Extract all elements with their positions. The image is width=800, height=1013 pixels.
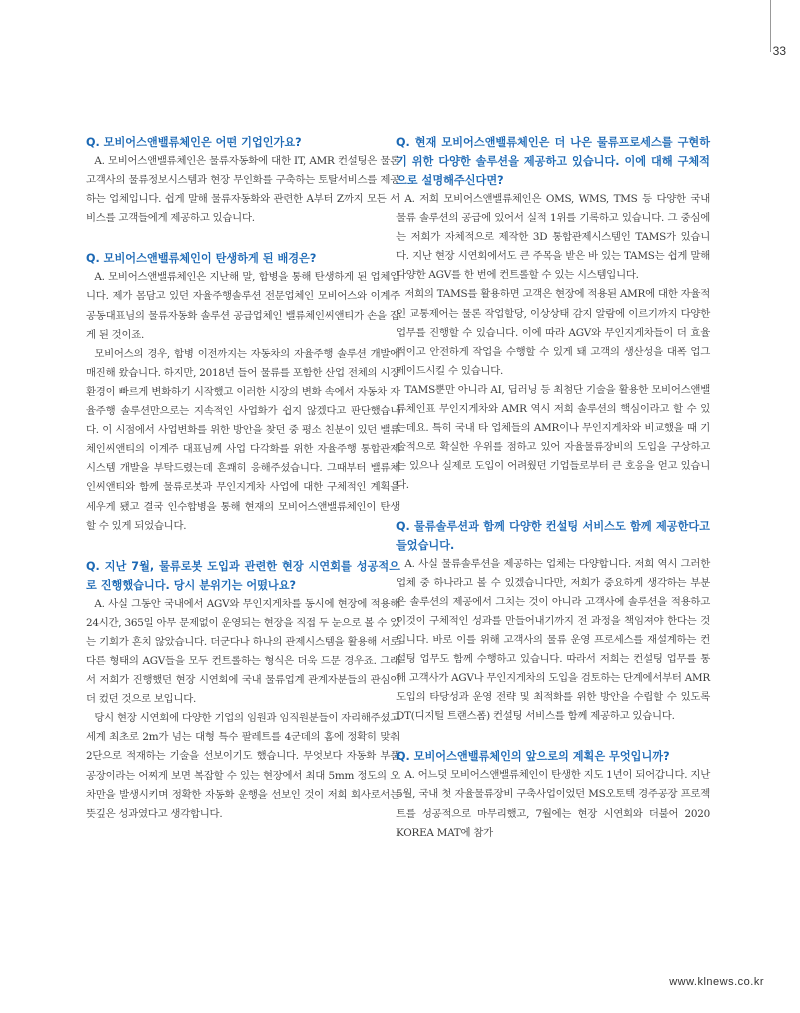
qa-block <box>396 133 710 496</box>
left-column <box>86 133 400 845</box>
answer-paragraph: A. 모비어스앤밸류체인은 지난해 말, 합병을 통해 탄생하게 된 업체입니다. 제가 몸담고 있던 자율주행솔루션 전문업체인 모비어스와 이계주 공동대표님의 물류자동화 솔루션 공급업체인 밸류체인씨앤티가 손을 잡게 된 것이죠. <box>86 271 400 341</box>
question-heading: Q. 모비어스앤밸류체인은 어떤 기업인가요? <box>86 136 302 149</box>
question-heading: Q. 모비어스앤밸류체인이 탄생하게 된 배경은? <box>86 252 317 266</box>
footer-url: www.klnews.co.kr <box>669 976 764 988</box>
answer-paragraph: A. 저희 모비어스앤밸류체인은 OMS, WMS, TMS 등 다양한 국내 물류 솔루션의 공급에 있어서 실적 1위를 기록하고 있습니다. 그 중심에는 저희가 자체적으로 제작한 3D 통합관제시스템인 TAMS가 있습니다. 지난 현장 시연회에서도 큰 주목을 받은 바 있는 TAMS는 쉽게 말해 다양한 AGV를 한 번에 컨트롤할 수 있는 시스템입니다. <box>396 193 710 282</box>
answer-paragraph: 당시 현장 시연회에 다양한 기업의 임원과 임직원분들이 자리해주셨고 세계 최초로 2m가 넘는 대형 특수 팔레트를 4군데의 홈에 정확히 맞춰 2단으로 적재하는 기술을 선보이기도 했습니다. 무엇보다 자동화 부품 공장이라는 어찌게 보면 복잡할 수 있는 현장에서 최대 5mm 정도의 오차만을 발생시키며 정확한 자동화 운행을 선보인 것이 저희 회사로서는 뜻깊은 성과였다고 생각합니다. <box>86 712 400 820</box>
answer-paragraph: A. 사실 물류솔루션을 제공하는 업체는 다양합니다. 저희 역시 그러한 업체 중 하나라고 볼 수 있겠습니다만, 저희가 중요하게 생각하는 부분은 솔루션의 제공에서 그치는 것이 아니라 고객사에 솔루션을 적용하고 이것이 구체적인 성과를 만들어내기까지 전 과정을 책임져야 한다는 것입니다. 바로 이를 위해 고객사의 물류 운영 프로세스를 재설계하는 컨설팅 업무도 함께 수행하고 있습니다. 따라서 저희는 컨설팅 업무를 통해 고객사가 AGV나 무인지게차의 도입을 검토하는 단계에서부터 AMR 도입의 타당성과 운영 전략 및 최적화를 위한 방안을 수립할 수 있도록 DT(디지털 트랜스폼) 컨설팅 서비스를 함께 제공하고 있습니다. <box>396 557 710 723</box>
question-heading: Q. 물류솔루션과 함께 다양한 컨설팅 서비스도 함께 제공한다고 들었습니다. <box>396 519 710 552</box>
page-number: 33 <box>772 44 786 58</box>
qa-block <box>86 249 400 535</box>
answer-paragraph: A. 어느덧 모비어스앤밸류체인이 탄생한 지도 1년이 되어갑니다. 지난 5월, 국내 첫 자율물류장비 구축사업이었던 MS오토텍 경주공장 프로젝트를 성공적으로 마무리했고, 7월에는 현장 시연회와 더불어 2020 KOREA MAT에 참가 <box>396 769 710 839</box>
qa-block <box>86 557 400 824</box>
right-column <box>396 133 710 864</box>
answer-paragraph: A. 모비어스앤밸류체인은 물류자동화에 대한 IT, AMR 컨설팅은 물론 고객사의 물류정보시스템과 현장 무인화를 구축하는 토탈서비스를 제공하는 업체입니다. 쉽게 말해 물류자동화와 관련한 A부터 Z까지 모든 서비스를 고객들에게 제공하고 있습니다. <box>86 155 400 225</box>
question-heading: Q. 모비어스앤밸류체인의 앞으로의 계획은 무엇입니까? <box>396 750 670 764</box>
header-divider <box>770 0 771 52</box>
answer-paragraph: 저희의 TAMS를 활용하면 고객은 현장에 적용된 AMR에 대한 자율적인 교통제어는 물론 작업할당, 이상상태 감지 알람에 이르기까지 다양한 업무를 진행할 수 있습니다. 이에 따라 AGV와 무인지게차들이 더 효율적이고 안전하게 작업을 수행할 수 있게 돼 고객의 생산성을 대폭 업그레이드시킬 수 있습니다. <box>396 288 710 377</box>
qa-block <box>86 133 400 228</box>
answer-paragraph: 모비어스의 경우, 합병 이전까지는 자동차의 자율주행 솔루션 개발에 매진해 왔습니다. 하지만, 2018년 들어 물류를 포함한 산업 전체의 시장 환경이 빠르게 변화하기 시작했고 이러한 시장의 변화 속에서 자동차 자율주행 솔루션만으로는 지속적인 사업화가 쉽지 않겠다고 판단했습니다. 이 시점에서 사업변화를 위한 방안을 찾던 중 평소 친분이 있던 밸류체인씨앤티의 이계주 대표님께 사업 다각화를 위한 자율주행 통합관제시스템 개발을 부탁드렸는데 흔쾌히 응해주셨습니다. 그때부터 밸류체인씨앤티와 함께 물류로봇과 무인지게차 사업에 대한 구체적인 계획을 세우게 됐고 결국 인수합병을 통해 현재의 모비어스앤밸류체인이 탄생할 수 있게 되었습니다. <box>86 347 400 532</box>
question-heading: Q. 현재 모비어스앤밸류체인은 더 나은 물류프로세스를 구현하기 위한 다양한 솔루션을 제공하고 있습니다. 이에 대해 구체적으로 설명해주신다면? <box>396 136 710 187</box>
qa-block <box>396 747 710 842</box>
question-heading: Q. 지난 7월, 물류로봇 도입과 관련한 현장 시연회를 성공적으로 진행했습니다. 당시 분위기는 어떴나요? <box>86 559 400 592</box>
qa-block <box>396 517 710 727</box>
answer-paragraph: TAMS뿐만 아니라 AI, 딥러닝 등 최첨단 기술을 활용한 모비어스앤밸류체인표 무인지게차와 AMR 역시 저희 솔루션의 핵심이라고 할 수 있는데요. 특히 국내 타 업체들의 AMR이나 무인지게차와 비교했을 때 기술적으로 확실한 우위를 점하고 있어 자율물류장비의 도입을 구상하고는 있으나 실제로 도입이 어려웠던 기업들로부터 큰 호응을 얻고 있습니다. <box>396 383 710 492</box>
answer-paragraph: A. 사실 그동안 국내에서 AGV와 무인지게차를 동시에 현장에 적용해 24시간, 365일 아무 문제없이 운영되는 현장을 직접 두 눈으로 볼 수 있는 기회가 흔치 않았습니다. 더군다나 하나의 관제시스템을 활용해 서로 다른 형태의 AGV들을 모두 컨트롤하는 형식은 더욱 드문 경우죠. 그래서 저희가 진행했던 현장 시연회에 국내 물류업계 관계자분들의 관심이 더 컸던 것으로 보입니다. <box>86 597 400 706</box>
